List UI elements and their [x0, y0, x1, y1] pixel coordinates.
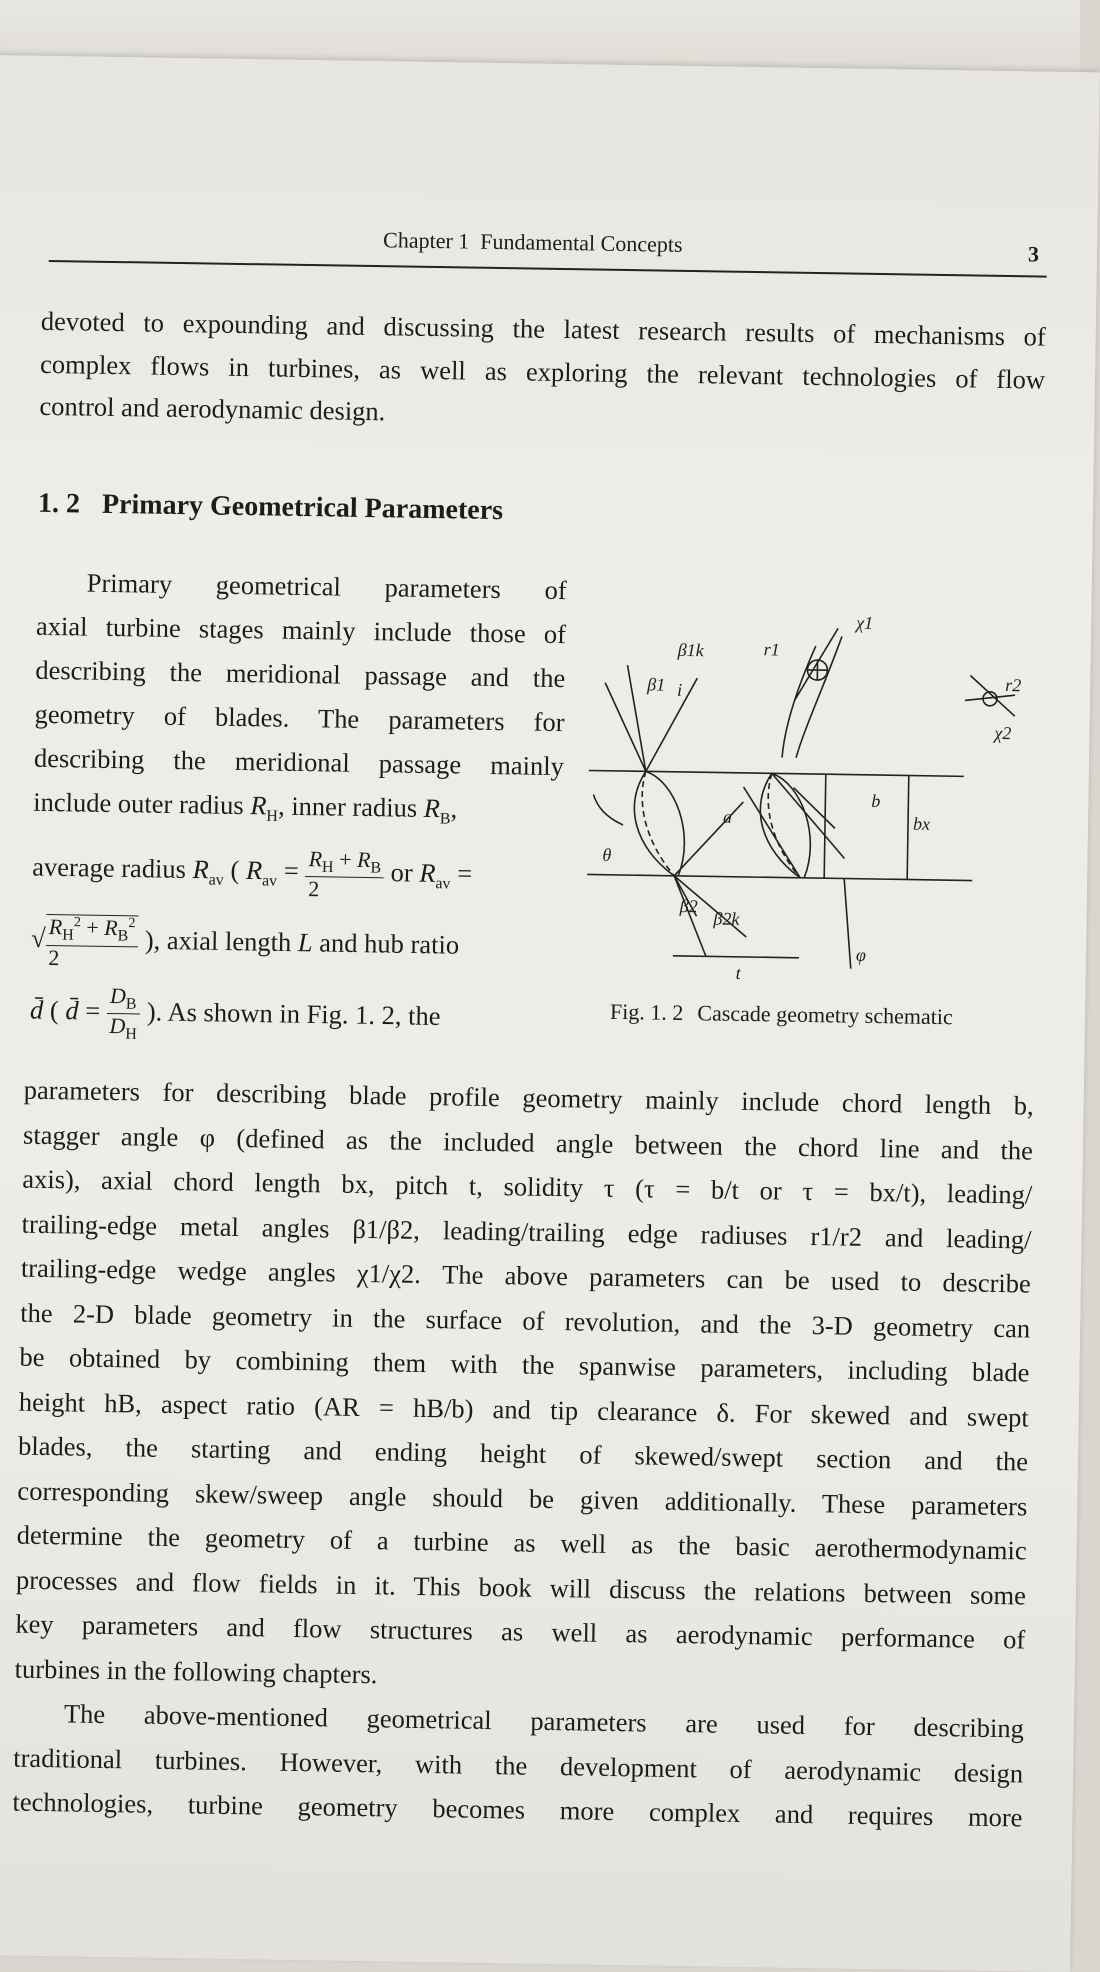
label-beta2: β2 [679, 896, 698, 916]
trailing-edge-line [587, 874, 972, 880]
figure-caption [610, 999, 953, 1030]
running-header-title: Chapter 1 Fundamental Concepts [383, 227, 683, 258]
text-line: determine the geometry of a turbine as well as the basic aerothermodynamic [16, 1513, 1027, 1573]
book-page [0, 55, 1100, 1972]
cascade-diagram [581, 584, 1027, 971]
text-line: trailing-edge wedge angles χ1/χ2. The above parameters can be used to describe [21, 1246, 1032, 1306]
section-number: 1. 2 [38, 488, 80, 520]
text-line: be obtained by combining them with the spanwise parameters, including blade [19, 1335, 1030, 1395]
text-line: height hB, aspect ratio (AR = hB/b) and tip clearance δ. For skewed and swept [19, 1379, 1030, 1439]
label-beta1k: β1k [677, 640, 705, 660]
text-line: corresponding skew/sweep angle should be given additionally. These parameters [17, 1468, 1028, 1528]
blade-2-chord-back [742, 787, 801, 878]
page-number: 3 [1028, 241, 1039, 267]
text-line: devoted to expounding and discussing the latest research results of mechanisms of [40, 300, 1046, 358]
blade-1-camber-line [641, 771, 676, 876]
label-beta2k: β2k [712, 908, 740, 928]
text-line-formula: average radius $R_{av}$ ( $R_{av}$ = $\frac{R_H + R_B}{2}$ or $R_{av}$ = [32, 843, 563, 908]
label-a: a [723, 807, 732, 827]
le-blade-detail-2 [796, 636, 842, 759]
text-line: the 2-D blade geometry in the surface of revolution, and the 3-D geometry can [20, 1290, 1031, 1350]
running-header [49, 216, 1048, 278]
text-line: complex flows in turbines, as well as exploring the relevant technologies of flow [40, 342, 1046, 400]
body-paragraph [12, 1068, 1034, 1840]
text-line-formula: d̄ ( d̄ = $\frac{D_B}{D_H}$ ). As shown in Fig. 1. 2, the [30, 982, 561, 1050]
chord-line [770, 773, 845, 858]
blade-1-pressure-side [633, 771, 676, 876]
label-t: t [736, 963, 742, 983]
text-line: Primary geometrical parameters of [36, 560, 567, 612]
label-r2: r2 [1005, 675, 1021, 695]
text-line: parameters for describing blade profile geometry mainly include chord length b, [23, 1068, 1034, 1128]
axial-chord-ext [824, 774, 826, 878]
text-line: traditional turbines. However, with the development of aerodynamic design [13, 1735, 1024, 1795]
text-line: turbines in the following chapters. [14, 1646, 1025, 1706]
inlet-axis-line [626, 665, 648, 771]
intro-paragraph [39, 300, 1046, 443]
text-line: key parameters and flow structures as well as aerodynamic performance of [15, 1602, 1026, 1662]
text-line: processes and flow fields in it. This book will discuss the relations between some [16, 1557, 1027, 1617]
fraction: $\frac{R_H^2 + R_B^2}{2}$ [45, 914, 138, 970]
label-phi: φ [856, 945, 866, 965]
text-line: axis), axial chord length bx, pitch t, solidity τ (τ = b/t or τ = bx/t), leading/ [22, 1157, 1033, 1217]
fraction: $\frac{R_H + R_B}{2}$ [305, 847, 384, 902]
figure-caption-label: Fig. 1. 2 [610, 999, 684, 1025]
label-r1: r1 [764, 639, 780, 659]
text-line: describing the meridional passage mainly [34, 736, 565, 788]
bx-dimension [907, 776, 909, 880]
section-title: Primary Geometrical Parameters [102, 489, 504, 526]
text-line: trailing-edge metal angles β1/β2, leading/trailing edge radiuses r1/r2 and leading/ [21, 1201, 1032, 1261]
text-line: control and aerodynamic design. [39, 385, 1045, 443]
text-line: geometry of blades. The parameters for [34, 692, 565, 744]
blade-1-suction-side [644, 771, 685, 876]
left-column-paragraph [30, 560, 568, 1050]
text-line-formula: √ $\frac{R_H^2 + R_B^2}{2}$ ), axial length L and hub ratio [31, 914, 562, 977]
fraction: $\frac{D_B}{D_H}$ [106, 984, 140, 1044]
label-beta1: β1 [646, 674, 665, 694]
text-line: stagger angle φ (defined as the included angle between the chord line and the [23, 1112, 1034, 1172]
text-line: The above-mentioned geometrical parameters are used for describing [14, 1691, 1025, 1751]
label-b: b [871, 791, 880, 811]
label-chi1: χ1 [854, 613, 873, 633]
section-heading [38, 488, 504, 527]
text-line-formula: include outer radius $R_H$, inner radius $R_B$, [33, 780, 564, 844]
label-theta: θ [602, 845, 611, 865]
cascade-geometry-figure [581, 584, 1027, 971]
theta-arc [593, 795, 623, 825]
text-line: blades, the starting and ending height of skewed/swept section and the [18, 1424, 1029, 1484]
label-i: i [677, 680, 682, 700]
label-chi2: χ2 [992, 723, 1011, 743]
text-line: describing the meridional passage and the [35, 648, 566, 700]
figure-caption-text: Cascade geometry schematic [697, 1000, 953, 1029]
label-bx: bx [913, 814, 930, 834]
pitch-dimension [673, 956, 799, 958]
phi-axis-line [843, 879, 852, 969]
inlet-metal-line [604, 683, 647, 772]
text-line: axial turbine stages mainly include those of [36, 604, 567, 656]
text-line: technologies, turbine geometry becomes more complex and requires more [12, 1780, 1023, 1840]
